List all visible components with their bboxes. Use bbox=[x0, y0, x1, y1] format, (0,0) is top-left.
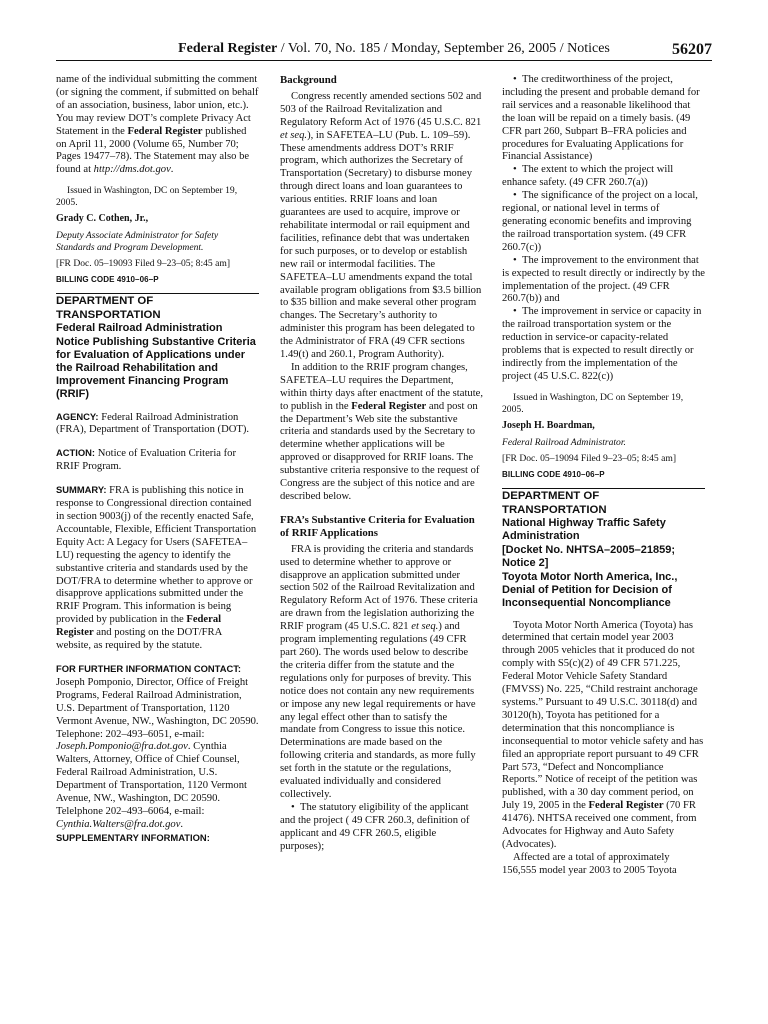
criteria-bullet-service: • The improvement in service or capacity in the railroad transportation system or the reduction in service-or capacity-related problems that is expected to result directly or indirectly from the implementation of the project (45 U.S.C. 822(c)) bbox=[502, 306, 705, 383]
page-number: 56207 bbox=[672, 41, 712, 58]
criteria-bullet-eligibility: • The statutory eligibility of the applicant and the project ( 49 CFR 260.3, definition of applicant and 49 CFR 260.5, eligible purposes); bbox=[280, 802, 483, 854]
criteria-bullet-safety: • The extent to which the project will enhance safety. (49 CFR 260.7(a)) bbox=[502, 164, 705, 190]
dms-url-link[interactable]: http://dms.dot.gov bbox=[93, 164, 171, 176]
background-paragraph-1: Congress recently amended sections 502 and 503 of the Railroad Revitalization and Regulatory Reform Act of 1976 (45 U.S.C. 821 et seq.), in SAFETEA–LU (Pub. L. 109–59). These amendments address DOT’s RRIF program, which authorizes the Secretary of Transportation (Secretary) to disburse money through direct loans and loan guarantees to various entities. RRIF loans and loan guarantees are used to acquire, improve or rehabilitate intermodal or rail equipment and facilities, refinance debt that was undertaken for such purposes, or to develop or establish new rail or intermodal facilities. The SAFETEA–LU amendments expand the total available program obligations from $3.5 billion to $35 billion and make several other program changes. The Secretary’s authority to administer this program has been delegated to the Administrator of FRA (49 CFR sections 1.49(t) and 260.1, Program Authority). bbox=[280, 90, 482, 361]
column-2 bbox=[280, 74, 483, 853]
header-citation bbox=[146, 41, 642, 57]
column-3 bbox=[502, 74, 705, 878]
notice-subject: Notice Publishing Substantive Criteria for Evaluation of Applications under the Railroad Rehabilitation and Improvement Financing Program (RRIF) bbox=[56, 335, 256, 400]
walters-email-link[interactable]: Cynthia.Walters@fra.dot.gov bbox=[56, 818, 181, 830]
signer-title-2: Federal Railroad Administrator. bbox=[502, 436, 626, 448]
background-paragraph-2: In addition to the RRIF program changes, SAFETEA–LU requires the Department, within thirty days after enactment of the statute, to publish in the Federal Register and post on the Department’s Web site the substantive criteria and standards used by the Secretary to determine whether applications will be approved or disapproved for RRIF loans. The substantive criteria responsive to the request of Congress are the subject of this notice and are described below. bbox=[280, 361, 483, 502]
privacy-paragraph: name of the individual submitting the comment (or signing the comment, if submitted on behalf of an association, business, labor union, etc.). You may review DOT’s complete Privacy Act Statement in the Federal Register published on April 11, 2000 (Volume 65, Number 70; Pages 19477–78). The Statement may also be found at http://dms.dot.gov. bbox=[56, 74, 259, 176]
docket-number: [Docket No. NHTSA–2005–21859; Notice 2] bbox=[502, 543, 676, 570]
header-meta: / Vol. 70, No. 185 / Monday, September 26, 2005 / Notices bbox=[277, 41, 610, 56]
criteria-paragraph: FRA is providing the criteria and standards used to determine whether to approve or disapprove an application submitted under section 502 of the Railroad Revitalization and Regulatory Reform Act of 1976. These criteria are drawn from the legislation authorizing the RRIF program (45 U.S.C. 821 et seq.) and program implementing regulations (49 CFR part 260). The words used below to describe the criteria differ from the statute and the regulations only for purposes of brevity. This notice does not contain any new requirements or impose any new legal requirements or have any legal effect other than to satisfy the mandate from Congress to issue this notice. Determinations are made based on the following criteria and standards, as more fully set forth in the statute or the regulations, evaluated individually and considered collectively. bbox=[280, 543, 478, 800]
agency-paragraph: AGENCY: Federal Railroad Administration (FRA), Department of Transportation (DOT). bbox=[56, 410, 250, 436]
issued-statement-2: Issued in Washington, DC on September 19, 2005. bbox=[502, 391, 684, 415]
billing-code-2: BILLING CODE 4910–06–P bbox=[502, 469, 605, 479]
criteria-heading: FRA’s Substantive Criteria for Evaluation of RRIF Applications bbox=[280, 513, 475, 539]
fr-doc-line-2: [FR Doc. 05–19094 Filed 9–23–05; 8:45 am] bbox=[502, 452, 677, 464]
summary-paragraph: SUMMARY: FRA is publishing this notice in response to Congressional direction contained in section 9003(j) of the recently enacted Safe, Accountable, Flexible, Efficient Transportation Equity Act: A Legacy for Users (SAFETEA–LU) requesting the agency to identify the substantive criteria and standards used by the DOT/FRA to determine whether to approve or disapprove applications submitted under the RRIF Program. This information is being provided by publication in the Federal Register and posting on the DOT/FRA website, as required by the statute. bbox=[56, 484, 257, 652]
agency-heading-2: National Highway Traffic Safety Administration bbox=[502, 516, 666, 543]
journal-name: Federal Register bbox=[178, 41, 278, 56]
signer-title: Deputy Associate Administrator for Safety Standards and Program Development. bbox=[56, 230, 219, 254]
toyota-paragraph-1: Toyota Motor North America (Toyota) has determined that certain model year 2003 through 2005 vehicles that it produced do not comply with S5(c)(2) of 49 CFR 571.225, Federal Motor Vehicle Safety Standard (FMVSS) No. 225, “Child restraint anchorage systems.” Pursuant to 49 U.S.C. 30118(d) and 30120(h), Toyota has petitioned for a determination that this noncompliance is inconsequential to motor vehicle safety and has filed an appropriate report pursuant to 49 CFR Part 573, “Defect and Noncompliance Reports.” Notice of receipt of the petition was published, with a 30 day comment period, on July 19, 2005 in the Federal Register (70 FR 41476). NHTSA received one comment, from Advocates for Highway and Auto Safety (Advocates). bbox=[502, 619, 704, 850]
pomponio-email-link[interactable]: Joseph.Pomponio@fra.dot.gov bbox=[56, 741, 188, 753]
department-heading: DEPARTMENT OF TRANSPORTATION bbox=[56, 295, 161, 322]
billing-code: BILLING CODE 4910–06–P bbox=[56, 275, 159, 285]
running-header bbox=[56, 40, 712, 61]
signer-name-2: Joseph H. Boardman, bbox=[502, 419, 595, 431]
criteria-bullet-environment: • The improvement to the environment that is expected to result directly or indirectly by the implementation of the project. (49 CFR 260.7(b)) and bbox=[502, 255, 705, 307]
column-1 bbox=[56, 74, 259, 845]
action-paragraph: ACTION: Notice of Evaluation Criteria for RRIF Program. bbox=[56, 447, 236, 473]
contact-paragraph: FOR FURTHER INFORMATION CONTACT: Joseph Pomponio, Director, Office of Freight Programs, Federal Railroad Administration, U.S. Department of Transportation, 1120 Vermont Avenue, NW., Washington, DC 20590. Telephone: 202–493–6051, e-mail: Joseph.Pomponio@fra.dot.gov. Cynthia Walters, Attorney, Office of Chief Counsel, Federal Railroad Administration, U.S. Department of Transportation, 1120 Vermont Avenue, NW., Washington, DC 20590. Telelphone 202–493–6064, e-mail: Cynthia.Walters@fra.dot.gov. bbox=[56, 662, 259, 830]
agency-heading: Federal Railroad Administration bbox=[56, 322, 223, 335]
background-heading: Background bbox=[280, 74, 337, 86]
criteria-bullet-creditworthiness: • The creditworthiness of the project, including the present and probable demand for rail services and a reasonable likelihood that the loan will be repaid on a timely basis. (49 CFR part 260, Subpart B–FRA policies and procedures for Evaluating Applications for Financial Assistance) bbox=[502, 74, 705, 164]
signer-name: Grady C. Cothen, Jr., bbox=[56, 213, 149, 225]
toyota-paragraph-2: Affected are a total of approximately 156,555 model year 2003 to 2005 Toyota bbox=[502, 851, 677, 876]
issued-statement: Issued in Washington, DC on September 19, 2005. bbox=[56, 185, 238, 209]
department-heading-2: DEPARTMENT OF TRANSPORTATION bbox=[502, 489, 607, 516]
notice-subject-2: Toyota Motor North America, Inc., Denial of Petition for Decision of Inconsequential Noncompliance bbox=[502, 570, 678, 609]
supplementary-label: SUPPLEMENTARY INFORMATION: bbox=[56, 831, 210, 843]
criteria-bullet-significance: • The significance of the project on a local, regional, or national level in terms of generating economic benefits and improving the railroad transportation system. (49 CFR 260.7(c)) bbox=[502, 190, 705, 255]
fr-doc-line: [FR Doc. 05–19093 Filed 9–23–05; 8:45 am] bbox=[56, 258, 231, 270]
